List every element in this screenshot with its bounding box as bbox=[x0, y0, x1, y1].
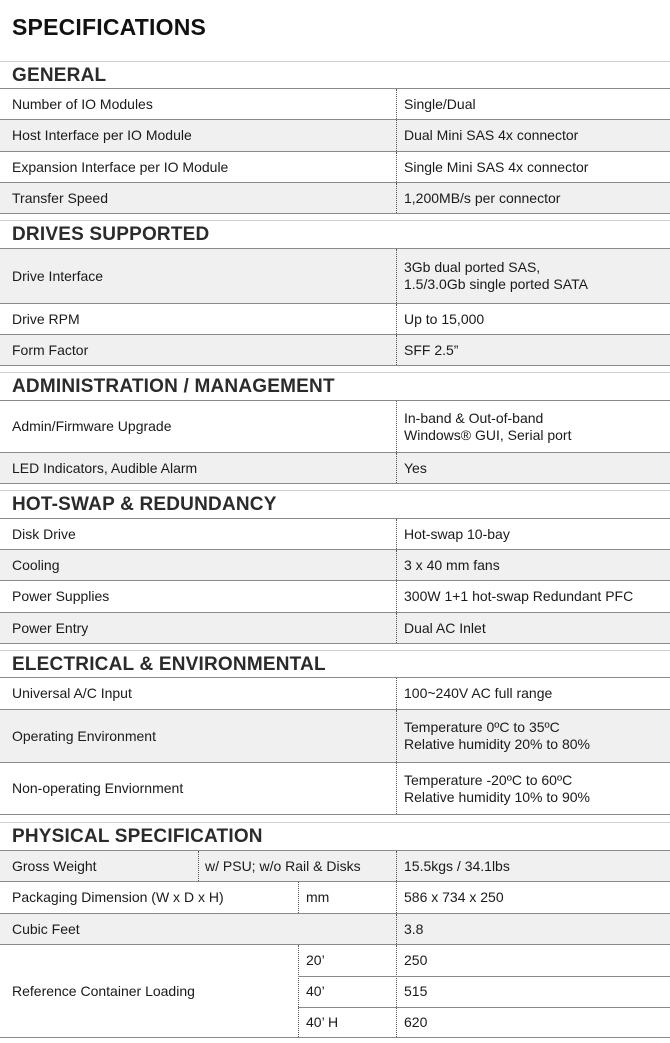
spec-value: Single Mini SAS 4x connector bbox=[404, 158, 589, 175]
spec-label: Transfer Speed bbox=[12, 189, 108, 206]
spec-row-drive-interface bbox=[0, 248, 670, 303]
spec-row-io-modules bbox=[0, 88, 670, 119]
spec-value: 300W 1+1 hot-swap Redundant PFC bbox=[404, 588, 634, 604]
spec-label: Power Entry bbox=[12, 619, 89, 636]
spec-value-line: In-band & Out-of-band bbox=[404, 409, 544, 426]
spec-row-gross-weight bbox=[0, 850, 670, 881]
spec-row-transfer-speed bbox=[0, 182, 670, 214]
spec-value: Hot-swap 10-bay bbox=[404, 525, 510, 542]
spec-row-container-loading bbox=[0, 944, 670, 1038]
spec-label: Cooling bbox=[12, 556, 60, 573]
container-value: 250 bbox=[404, 952, 428, 968]
spec-row-expansion-interface bbox=[0, 151, 670, 182]
spec-value: 586 x 734 x 250 bbox=[404, 889, 504, 905]
spec-value-line: 1.5/3.0Gb single ported SATA bbox=[404, 276, 588, 292]
spec-value: 1,200MB/s per connector bbox=[404, 189, 561, 206]
spec-label: LED Indicators, Audible Alarm bbox=[12, 459, 198, 476]
spec-label: Cubic Feet bbox=[12, 920, 80, 937]
spec-qualifier: w/ PSU; w/o Rail & Disks bbox=[205, 857, 361, 874]
spec-label: Host Interface per IO Module bbox=[12, 127, 192, 143]
spec-label: Power Supplies bbox=[12, 588, 110, 604]
spec-row-power-supplies bbox=[0, 580, 670, 612]
spec-value: Dual AC Inlet bbox=[404, 619, 486, 636]
container-value: 620 bbox=[404, 1014, 428, 1030]
spec-label: Expansion Interface per IO Module bbox=[12, 158, 229, 175]
spec-value-line: Windows® GUI, Serial port bbox=[404, 426, 572, 443]
spec-value: 3.8 bbox=[404, 920, 424, 937]
spec-row-cooling bbox=[0, 549, 670, 580]
spec-label: Number of IO Modules bbox=[12, 95, 153, 112]
spec-label: Disk Drive bbox=[12, 525, 76, 542]
spec-row-host-interface bbox=[0, 119, 670, 151]
spec-label: Form Factor bbox=[12, 341, 89, 358]
section-title-hot-swap: HOT-SWAP & REDUNDANCY bbox=[0, 490, 670, 516]
spec-unit: mm bbox=[306, 889, 330, 905]
spec-label: Drive Interface bbox=[12, 267, 104, 284]
spec-value: 3 x 40 mm fans bbox=[404, 556, 500, 573]
spec-value bbox=[404, 249, 666, 303]
spec-value: Single/Dual bbox=[404, 95, 476, 112]
section-title-drives-supported: DRIVES SUPPORTED bbox=[0, 220, 670, 246]
spec-label: Reference Container Loading bbox=[12, 982, 195, 999]
spec-row-packaging-dimension bbox=[0, 881, 670, 913]
spec-value: 15.5kgs / 34.1lbs bbox=[404, 857, 510, 874]
spec-row-drive-rpm bbox=[0, 303, 670, 334]
spec-value: SFF 2.5” bbox=[404, 341, 459, 358]
spec-label: Gross Weight bbox=[12, 857, 97, 874]
spec-row-power-entry bbox=[0, 612, 670, 644]
spec-row-cubic-feet bbox=[0, 913, 670, 944]
spec-row-operating-env bbox=[0, 709, 670, 762]
spec-label: Drive RPM bbox=[12, 310, 80, 327]
section-title-administration: ADMINISTRATION / MANAGEMENT bbox=[0, 372, 670, 398]
spec-row-admin-firmware bbox=[0, 400, 670, 452]
spec-label: Packaging Dimension (W x D x H) bbox=[12, 889, 224, 905]
spec-row-form-factor bbox=[0, 334, 670, 366]
section-title-general: GENERAL bbox=[0, 61, 670, 87]
spec-value-line: Temperature 0ºC to 35ºC bbox=[404, 719, 560, 735]
container-value: 515 bbox=[404, 983, 428, 999]
spec-label: Universal A/C Input bbox=[12, 685, 132, 701]
spec-value bbox=[404, 710, 666, 762]
spec-row-non-operating-env bbox=[0, 762, 670, 815]
spec-value-line: Relative humidity 20% to 80% bbox=[404, 736, 590, 752]
page-title: SPECIFICATIONS bbox=[12, 14, 207, 40]
spec-value: Up to 15,000 bbox=[404, 310, 485, 327]
spec-row-led-indicators bbox=[0, 452, 670, 484]
section-title-physical: PHYSICAL SPECIFICATION bbox=[0, 822, 670, 848]
container-size: 20’ bbox=[306, 952, 325, 968]
spec-label: Non-operating Enviornment bbox=[12, 780, 184, 796]
spec-label: Admin/Firmware Upgrade bbox=[12, 418, 172, 434]
spec-value: Yes bbox=[404, 459, 427, 476]
spec-label: Operating Environment bbox=[12, 727, 156, 744]
section-title-electrical: ELECTRICAL & ENVIRONMENTAL bbox=[0, 650, 670, 676]
spec-value: 100~240V AC full range bbox=[404, 685, 553, 701]
spec-value: Dual Mini SAS 4x connector bbox=[404, 127, 579, 143]
container-size: 40’ bbox=[306, 983, 325, 999]
spec-value bbox=[404, 401, 666, 452]
spec-value-line: 3Gb dual ported SAS, bbox=[404, 259, 541, 275]
spec-value-line: Relative humidity 10% to 90% bbox=[404, 788, 590, 805]
spec-row-ac-input bbox=[0, 677, 670, 709]
spec-value bbox=[404, 763, 666, 814]
container-size: 40’ H bbox=[306, 1014, 339, 1030]
spec-value-line: Temperature -20ºC to 60ºC bbox=[404, 771, 573, 788]
spec-row-disk-drive bbox=[0, 518, 670, 549]
